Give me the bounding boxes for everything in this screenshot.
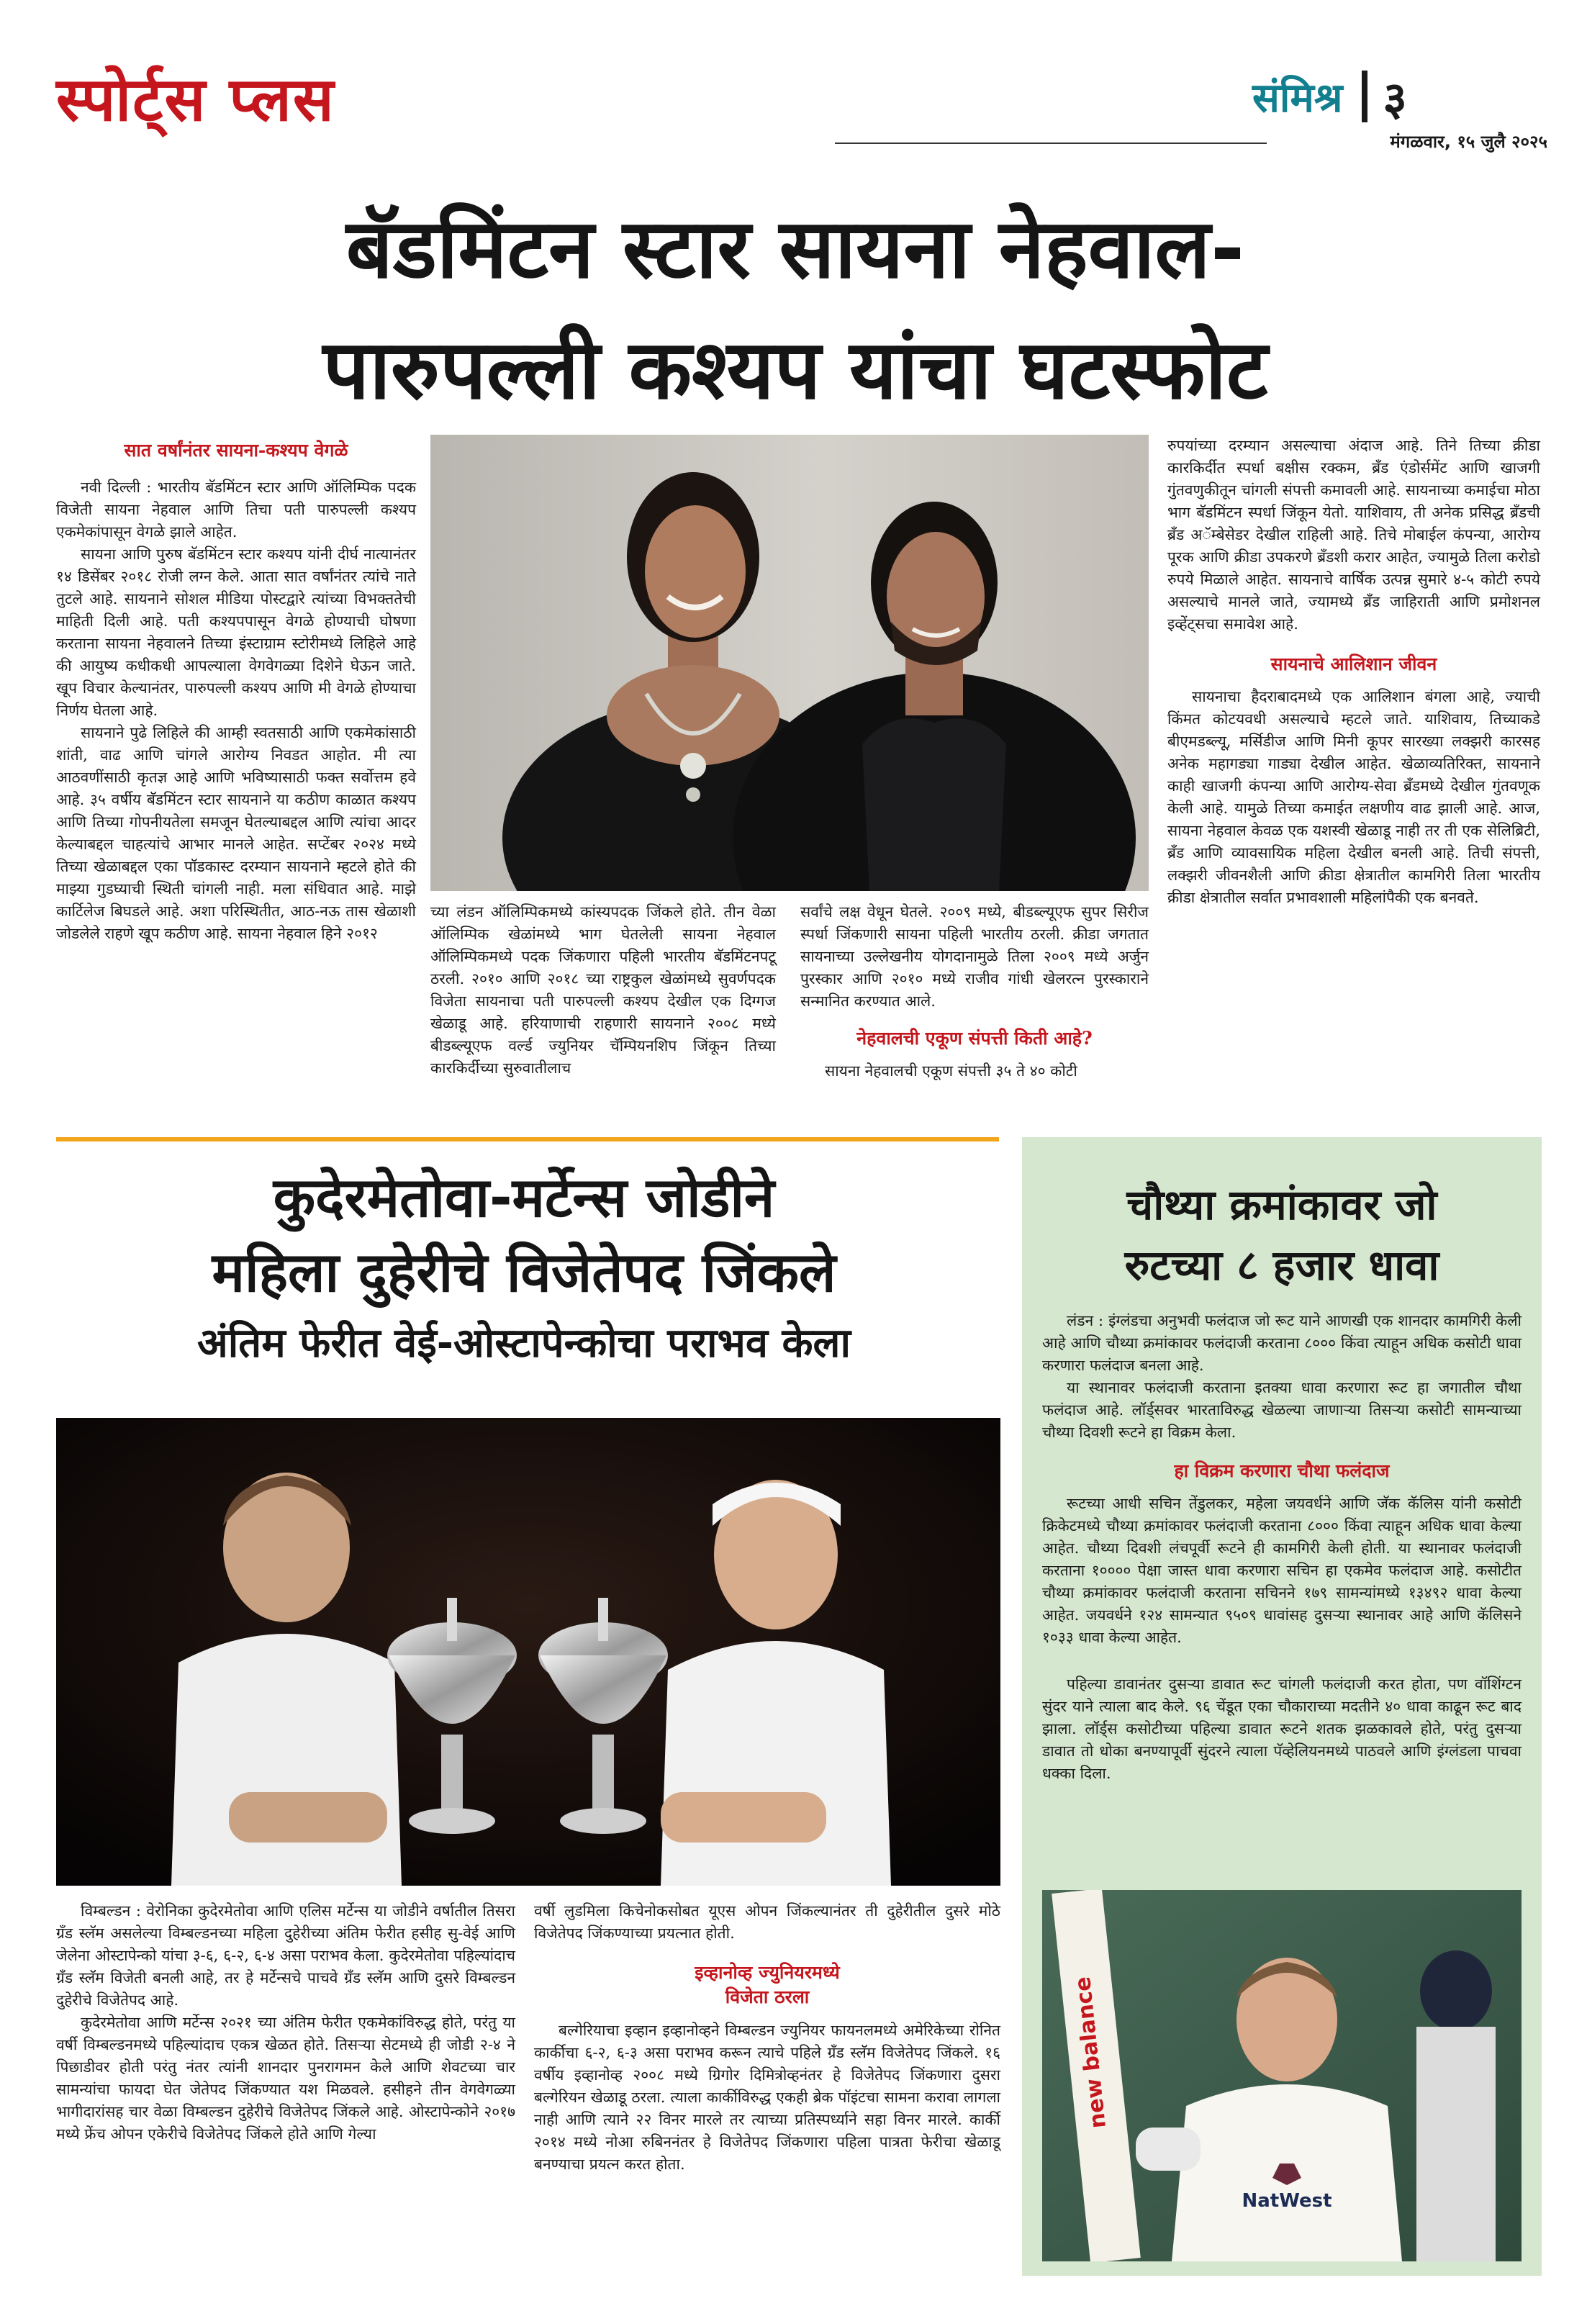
cricket-headline-line2: रुटच्या ८ हजार धावा [1124,1241,1439,1290]
cricket-paragraph: पहिल्या डावानंतर दुसऱ्या डावात रूट चांगली फलंदाजी करत होता, पण वॉशिंग्टन सुंदर याने त्याला बाद केले. ९६ चेंडूत एका चौकाराच्या मदतीने ४० धावा काढून रूट बाद झाला. लॉर्ड्स कसोटीच्या पहिल्या डावात रूटने शतक झळकावले होते, परंतु दुसऱ्या डावात तो धोका बनण्यापूर्वी सुंदरने त्याला पॅव्हेलियनमध्ये पाठवले आणि इंग्लंडला पाचवा धक्का दिला. [1042,1676,1522,1782]
cricket-subhead: हा विक्रम करणारा चौथा फलंदाज [1174,1460,1390,1481]
tennis-illustration [56,1418,1000,1886]
lead-headline-line2: पारुपल्ली कश्यप यांचा घटस्फोट [322,322,1268,417]
cricket-paragraph: रूटच्या आधी सचिन तेंडुलकर, महेला जयवर्धने आणि जॅक कॅलिस यांनी कसोटी क्रिकेटमध्ये चौथ्या क्रमांकावर फलंदाजी करताना ८००० किंवा त्याहून अधिक धावा केल्या आहेत. चौथ्या दिवशी लंचपूर्वी रूटने ही कामगिरी केली होती. या स्थानावर फलंदाजी करताना १०००० पेक्षा जास्त धावा करणारा सचिन हा एकमेव फलंदाज आहे. कसोटीत चौथ्या क्रमांकावर फलंदाजी करताना सचिनने १७९ सामन्यांमध्ये १३४९२ धावा केल्या आहेत. जयवर्धने १२४ सामन्यात ९५०९ धावांसह दुसऱ्या स्थानावर आहे आणि कॅलिसने १०३३ धावा केल्या आहेत. [1042,1495,1522,1646]
tennis-subheadline: अंतिम फेरीत वेई-ओस्टापेन्कोचा पराभव केला [196,1320,851,1367]
cricket-paragraph: या स्थानावर फलंदाजी करताना इतक्या धावा करणारा रूट हा जगातील चौथा फलंदाज आहे. लॉर्ड्सवर भारताविरुद्ध खेळल्या जाणाऱ्या तिसऱ्या कसोटी सामन्याच्या चौथ्या दिवशी रूटने हा विक्रम केला. [1042,1379,1522,1441]
tennis-column-1 [56,1900,515,2146]
lead-paragraph: सायना नेहवालची एकूण संपत्ती ३५ ते ४० कोटी [825,1062,1077,1080]
lead-paragraph: सायनाचा हैदराबादमध्ये एक आलिशान बंगला आहे, ज्याची किंमत कोटयवधी असल्याचे म्हटले जाते. याशिवाय, तिच्याकडे बीएमडब्ल्यू, मर्सिडीज आणि मिनी कूपर सारख्या लक्झरी कारसह अनेक महागड्या गाड्या देखील आहेत. खेळाव्यतिरिक्त, सायनाने काही खाजगी कंपन्या आणि आरोग्य-सेवा ब्रँडमध्ये देखील गुंतवणूक केली आहे. यामुळे तिच्या कमाईत लक्षणीय वाढ झाली आहे. आज, सायना नेहवाल केवळ एक यशस्वी खेळाडू नाही तर ती एक सेलिब्रिटी, ब्रँड आणि व्यावसायिक महिला देखील बनली आहे. तिची संपत्ती, लक्झरी जीवनशैली आणि क्रीडा क्षेत्रातील कामगिरी तिला भारतीय क्रीडा क्षेत्रातील सर्वात प्रभावशाली महिलांपैकी एक बनवते. [1167,688,1540,906]
lead-paragraph: सर्वांचे लक्ष वेधून घेतले. २००९ मध्ये, बीडब्ल्यूएफ सुपर सिरीज स्पर्धा जिंकणारी सायना पहिली भारतीय ठरली. क्रीडा जगतात सायनाच्या उल्लेखनीय योगदानामुळे तिला २००९ मध्ये अर्जुन पुरस्कार आणि २०१० मध्ये राजीव गांधी खेलरत्न पुरस्काराने सन्मानित करण्यात आले. [800,903,1149,1010]
brand-name: स्पोर्ट्स प्लस [56,64,335,135]
lead-paragraph: च्या लंडन ऑलिम्पिकमध्ये कांस्यपदक जिंकले होते. तीन वेळा ऑलिम्पिक खेळांमध्ये भाग घेतलेली सायना नेहवाल ऑलिम्पिकमध्ये पदक जिंकणारा पहिली भारतीय बॅडमिंटनपटू ठरली. २०१० आणि २०१८ च्या राष्ट्रकुल खेळांमध्ये सुवर्णपदक विजेता सायनाचा पती पारुपल्ली कश्यप देखील एक दिग्गज खेळाडू आहे. हरियाणाची राहणारी सायनाने २००८ मध्ये बीडब्ल्यूएफ वर्ल्ड ज्युनियर चॅम्पियनशिप जिंकून तिच्या कारकिर्दीच्या सुरुवातीलाच [430,903,776,1077]
couple-illustration [430,435,1149,891]
net-worth-subhead: नेहवालची एकूण संपत्ती किती आहे? [856,1028,1093,1049]
tennis-paragraph: कुदेरमेतोवा आणि मर्टेन्स २०२१ च्या अंतिम फेरीत एकमेकांविरुद्ध होते, परंतु या वर्षी विम्बल्डनमध्ये पहिल्यांदाच एकत्र खेळत होते. तिसऱ्या सेटमध्ये ही जोडी २-४ ने पिछाडीवर होती परंतु नंतर त्यांनी शानदार पुनरागमन केले आणि शेवटच्या चार सामन्यांचा फायदा घेत जेतेपद जिंकण्यात यश मिळवले. हसीहने तीन वेगवेगळ्या भागीदारांसह चार वेळा विम्बल्डन दुहेरीचे विजेतेपद जिंकले आहे. ओस्टापेन्कोने २०१७ मध्ये फ्रेंच ओपन एकेरीचे विजेतेपद जिंकले होते आणि गेल्या [56,2014,515,2143]
ivanov-subhead-line1: इव्हानोव्ह ज्युनियरमध्ये [695,1962,840,1983]
lead-paragraph: नवी दिल्ली : भारतीय बॅडमिंटन स्टार आणि ऑलिम्पिक पदक विजेती सायना नेहवाल आणि तिचा पती पारुपल्ली कश्यप एकमेकांपासून वेगळे झाले आहेत. [56,479,416,541]
section-name: संमिश्र [1252,75,1343,122]
section-divider-line [56,1137,999,1141]
luxury-life-subhead: सायनाचे आलिशान जीवन [1270,654,1437,674]
cricket-paragraph: लंडन : इंग्लंडचा अनुभवी फलंदाज जो रूट याने आणखी एक शानदार कामगिरी केली आहे आणि चौथ्या क्रमांकावर फलंदाजी करताना ८००० किंवा त्याहून अधिक कसोटी धावा करणारा फलंदाज बनला आहे. [1042,1312,1522,1374]
lead-column-1 [56,438,416,945]
tennis-column-2 [534,1900,1000,2176]
cricket-body [1042,1310,1522,1785]
lead-headline-line1: बॅडमिंटन स्टार सायना नेहवाल- [345,201,1245,297]
shirt-sponsor-text: NatWest [1242,2190,1332,2212]
lead-column-4 [1167,435,1540,909]
cricket-headline-line1: चौथ्या क्रमांकावर जो [1126,1180,1437,1229]
brand-logo [56,63,459,135]
masthead-rule [835,143,1267,144]
cricket-headline [1036,1175,1527,1296]
tennis-paragraph: वर्षी लुडमिला किचेनोकसोबत यूएस ओपन जिंकल्यानंतर ती दुहेरीतील दुसरे मोठे विजेतेपद जिंकण्याच्या प्रयत्नात होती. [534,1902,1000,1942]
lead-paragraph: सायनाने पुढे लिहिले की आम्ही स्वतसाठी आणि एकमेकांसाठी शांती, वाढ आणि चांगले आरोग्य निवडत आहोत. मी त्या आठवणींसाठी कृतज्ञ आहे आणि भविष्यासाठी फक्त सर्वोत्तम हवे आहे. ३५ वर्षीय बॅडमिंटन स्टार सायनाने या कठीण काळात कश्यप आणि तिच्या गोपनीयतेला समजून घेतल्याबद्दल आणि त्यांचा आदर केल्याबद्दल चाहत्यांचे आभार मानले आहेत. सप्टेंबर २०२४ मध्ये तिच्या खेळाबद्दल एका पॉडकास्ट दरम्यान सायनाने म्हटले होते की माझ्या गुडघ्याची स्थिती चांगली नाही. मला संधिवात आहे. माझे कार्टिलेज बिघडले आहे. अशा परिस्थितीत, आठ-नऊ तास खेळाशी जोडलेले राहणे खूप कठीण आहे. सायना नेहवाल हिने २०१२ [56,724,416,942]
ivanov-subhead [534,1961,1000,2009]
tennis-paragraph: विम्बल्डन : वेरोनिका कुदेरमेतोवा आणि एलिस मर्टेन्स या जोडीने वर्षातील तिसरा ग्रँड स्लॅम असलेल्या विम्बल्डनच्या महिला दुहेरीच्या अंतिम फेरीत हसीह सु-वेई आणि जेलेना ओस्टापेन्को यांचा ३-६, ६-२, ६-४ असा पराभव केला. कुदेरमेतोवा पहिल्यांदाच ग्रँड स्लॅम विजेती बनली आहे, तर हे मर्टेन्सचे पाचवे ग्रँड स्लॅम आणि दुसरे विम्बल्डन दुहेरीचे विजेतेपद आहे. [56,1902,515,2009]
lead-column-2 [430,901,776,1080]
tennis-headline-line2: महिला दुहेरीचे विजेतेपद जिंकले [212,1240,836,1304]
lead-column-3 [800,901,1149,1082]
issue-date: मंगळवार, १५ जुलै २०२५ [1390,132,1547,152]
section-divider [1362,71,1367,122]
ivanov-subhead-line2: विजेता ठरला [725,1986,810,2007]
tennis-headline [56,1160,992,1378]
page-number: ३ [1383,72,1407,126]
bat-logo-text: new balance [1070,1975,1111,2130]
section-header [1252,60,1540,132]
cricketer-illustration [1042,1890,1522,2261]
tennis-paragraph: बल्गेरियाचा इव्हान इव्हानोव्हने विम्बल्डन ज्युनियर फायनलमध्ये अमेरिकेच्या रोनित कार्कीचा ६-२, ६-३ असा पराभव करून त्याचे पहिले ग्रँड स्लॅम विजेतेपद जिंकले. १६ वर्षीय इव्हानोव्ह २००८ मध्ये ग्रिगोर दिमित्रोव्हनंतर हे विजेतेपद जिंकणारा दुसरा बल्गेरियन खेळाडू ठरला. त्याला कार्कीविरुद्ध एकही ब्रेक पॉइंटचा सामना करावा लागला नाही आणि त्याने २२ विनर मारले तर त्याच्या प्रतिस्पर्ध्याने सहा विनर मारले. कार्की २०१४ मध्ये नोआ रुबिननंतर हे विजेतेपद जिंकणारा पहिला पात्रता फेरीचा खेळाडू बनण्याचा प्रयत्न करत होता. [534,2022,1000,2173]
lead-subhead: सात वर्षांनंतर सायना-कश्यप वेगळे [124,440,348,461]
lead-paragraph: सायना आणि पुरुष बॅडमिंटन स्टार कश्यप यांनी दीर्घ नात्यानंतर १४ डिसेंबर २०१८ रोजी लग्न केले. आता सात वर्षांनंतर त्यांचे नाते तुटले आहे. सायनाने सोशल मीडिया पोस्टद्वारे त्यांच्या विभक्ततेची माहिती दिली आहे. पती कश्यपपासून वेगळे होण्याची घोषणा करताना सायना नेहवालने तिच्या इंस्टाग्राम स्टोरीमध्ये लिहिले आहे की आयुष्य कधीकधी आपल्याला वेगवेगळ्या दिशेने घेऊन जाते. खूप विचार केल्यानंतर, पारुपल्ली कश्यप आणि मी वेगळे होण्याचा निर्णय घेतला आहे. [56,546,416,719]
cricket-sidebar [1022,1137,1542,2276]
wimbledon-trophy-photo [56,1418,1000,1886]
saina-kashyap-photo [430,435,1149,891]
lead-paragraph: रुपयांच्या दरम्यान असल्याचा अंदाज आहे. तिने तिच्या क्रीडा कारकिर्दीत स्पर्धा बक्षीस रक्कम, ब्रँड एंडोर्समेंट आणि खाजगी गुंतवणुकीतून चांगली संपत्ती कमावली आहे. सायनाच्या कमाईचा मोठा भाग बॅडमिंटन स्पर्धा जिंकून येतो. याशिवाय, ती अनेक प्रसिद्ध ब्रँडची ब्रँड अॅम्बेसेडर देखील राहिली आहे. तिचे मोबाईल कंपन्या, आरोग्य पूरक आणि क्रीडा उपकरणे ब्रँडशी करार आहेत, ज्यामुळे तिला करोडो रुपये मिळाले आहेत. सायनाचे वार्षिक उत्पन्न सुमारे ४-५ कोटी रुपये असल्याचे मानले जाते, ज्यामध्ये ब्रँड जाहिराती आणि प्रमोशनल इव्हेंट्सचा समावेश आहे. [1167,437,1540,633]
joe-root-photo [1042,1890,1522,2261]
lead-headline [43,189,1547,430]
tennis-headline-line1: कुदेरमेतोवा-मर्टेन्स जोडीने [273,1165,775,1229]
